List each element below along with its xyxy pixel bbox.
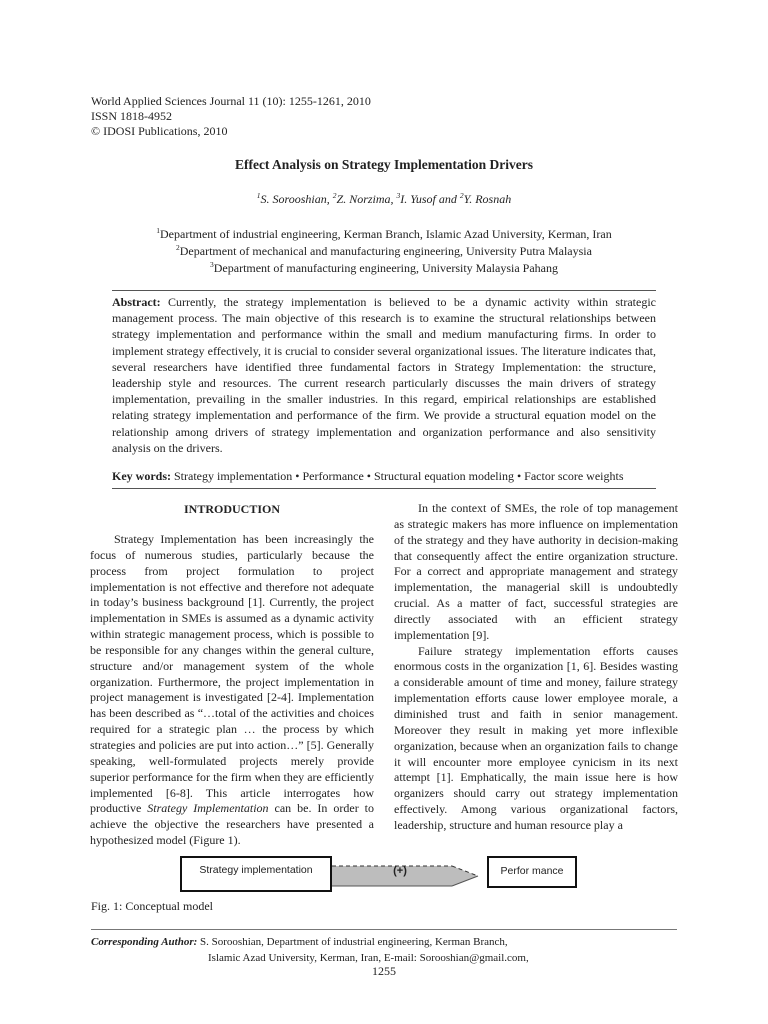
abstract-label: Abstract: <box>112 295 161 309</box>
author-affil-mark: 2 <box>332 191 337 200</box>
strategy-implementation-box: Strategy implementation <box>180 856 332 892</box>
affiliation-mark: 2 <box>176 243 180 252</box>
keywords-label: Key words: <box>112 469 171 483</box>
affiliation <box>0 260 768 277</box>
paper-title: Effect Analysis on Strategy Implementation Drivers <box>234 157 534 172</box>
keywords-text: Strategy implementation • Performance • Structural equation modeling • Factor score weights <box>171 469 624 483</box>
figure-caption: Fig. 1: Conceptual model <box>91 899 213 913</box>
intro-paragraph: In the context of SMEs, the role of top management as strategic makers has more influence on implementation of the strategy and they have authority in decision-making that consequently affect the entire organization structure. For a correct and appropriate management and strategy implementation, the managerial skill is undoubtedly crucial. As a matter of fact, successful strategies are directly associated with an efficient strategy implementation [9]. <box>394 501 678 642</box>
affiliation <box>0 226 768 243</box>
keywords <box>112 469 672 484</box>
section-heading-introduction: INTRODUCTION <box>183 502 280 516</box>
affiliation-mark: 1 <box>156 226 160 235</box>
author-affil-mark: 2 <box>459 191 464 200</box>
journal-citation: World Applied Sciences Journal 11 (10): 1255-1261, 2010 <box>91 94 371 108</box>
journal-info <box>91 94 371 139</box>
affiliation-text: Department of manufacturing engineering, University Malaysia Pahang <box>213 261 558 275</box>
abstract-text: Currently, the strategy implementation is believed to be a dynamic activity within strategic management process. The main objective of this research is to examine the structural relationships between strategy implementation and performance within the small and medium manufacturing firms. In order to implement strategy effectively, it is crucial to consider several organizational issues. The literature indicates that, several researchers have identified three fundamental factors in Strategy Implementation: the structure, leadership style and resources. The current research particularly discusses the main drivers of strategy implementation, prevailing in the smaller industries. In this regard, empirical relationships are established relating strategy implementation and performance of the firm. We provide a structural equation model on the relationship among drivers of strategy implementation and organization performance and also sensitivity analysis on the drivers. <box>112 295 656 455</box>
affiliation-list <box>0 226 768 277</box>
intro-paragraph <box>90 532 374 849</box>
affiliation-mark: 3 <box>210 260 214 269</box>
intro-paragraph: Failure strategy implementation efforts causes enormous costs in the organization [1, 6]. Besides wasting a considerable amount of time and money, failure strategy implementation efforts cause lower employee morale, a diminished trust and faith in senior management. Moreover they result in making yet more inflexible organization, because when an organization fails to change it will encounter more employee cynicism in its next attempt [1]. Emphatically, the main issue here is how organizers should carry out strategy implementation effectively. Among various organizational factors, leadership, structure and human resource play a <box>394 643 678 832</box>
conceptual-model-figure <box>180 856 600 896</box>
affiliation-text: Department of mechanical and manufacturing engineering, University Putra Malaysia <box>179 244 592 258</box>
journal-issn: ISSN 1818-4952 <box>91 109 173 123</box>
author-affil-mark: 1 <box>256 191 261 200</box>
corr-text-1: S. Sorooshian, Department of industrial engineering, Kerman Branch, <box>197 936 508 948</box>
affiliation <box>0 243 768 260</box>
corr-text-2: Islamic Azad University, Kerman, Iran, E-mail: Sorooshian@gmail.com, <box>208 952 529 964</box>
author-name: Y. Rosnah <box>463 192 512 206</box>
page-number: 1255 <box>372 964 396 978</box>
corr-line-1 <box>91 934 529 950</box>
author-affil-mark: 3 <box>396 191 401 200</box>
intro-p1-emphasis: Strategy Implementation <box>147 801 269 816</box>
arrow-label: (+) <box>393 865 407 877</box>
abstract-top-rule <box>112 290 656 291</box>
author-name: I. Yusof and <box>400 192 460 206</box>
intro-p1-start: Strategy Implementation has been increasingly the focus of numerous studies, particularly because the process from project formulation to project implementation is not effective and therefore not adequate in today’s business background [1]. Currently, the project implementation in SMEs is assumed as a dynamic activity within strategic management process, which is possible to be responsible for any changes within the general culture, structure and/or management system of the whole organization. Furthermore, the project implementation in project management is investigated [2-4]. Implementation has been described as “…total of the activities and choices required for a strategic plan … the process by which strategies and policies are put into action…” [5]. Generally speaking, well-formulated projects merely provide superior performance for the firm when they are efficiently implemented [6-8]. This article interrogates how productive <box>90 532 374 816</box>
footer-rule <box>91 929 677 930</box>
right-column <box>394 501 678 834</box>
corresponding-author <box>91 934 529 966</box>
performance-box: Perfor mance <box>487 856 577 888</box>
author-name: Z. Norzima, <box>336 192 397 206</box>
author-name: S. Sorooshian, <box>260 192 333 206</box>
keywords-bottom-rule <box>112 488 656 489</box>
journal-publisher: © IDOSI Publications, 2010 <box>91 124 228 138</box>
abstract <box>112 294 656 456</box>
corr-label: Corresponding Author: <box>91 936 198 948</box>
left-column <box>90 532 374 849</box>
author-list <box>0 192 768 207</box>
intro-p1-end: can be. In order to achieve the objective the researchers have presented a hypothesized model (Figure 1). <box>90 801 374 848</box>
affiliation-text: Department of industrial engineering, Kerman Branch, Islamic Azad University, Kerman, Iran <box>160 227 612 241</box>
